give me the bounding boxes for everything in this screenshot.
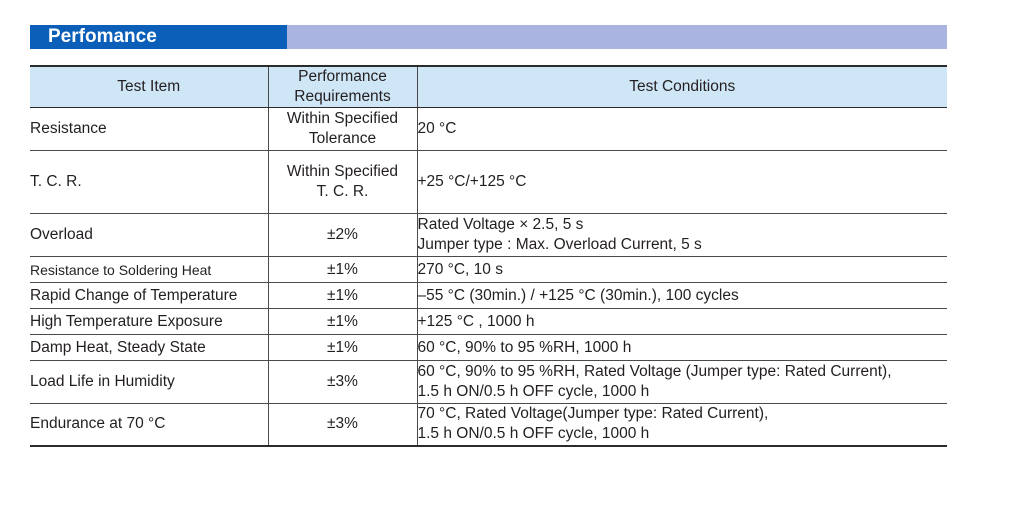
section-header-bar (30, 25, 947, 49)
table-row (30, 108, 947, 151)
requirement-cell: ±3% (268, 404, 417, 446)
condition-cell (417, 361, 947, 404)
condition-cell: 270 °C, 10 s (417, 257, 947, 283)
condition-line2: 1.5 h ON/0.5 h OFF cycle, 1000 h (417, 425, 650, 443)
test-item-cell: Overload (30, 214, 268, 257)
condition-line2: 1.5 h ON/0.5 h OFF cycle, 1000 h (417, 383, 650, 400)
table-row (30, 404, 947, 446)
condition-cell (417, 214, 947, 257)
requirement-cell: ±2% (268, 214, 417, 257)
requirement-cell: ±1% (268, 283, 417, 309)
condition-line1: Rated Voltage × 2.5, 5 s (417, 216, 584, 233)
requirement-line2: Tolerance (308, 130, 377, 147)
table-row (30, 283, 947, 309)
table-row (30, 151, 947, 214)
test-item-cell: High Temperature Exposure (30, 309, 268, 335)
condition-line1: 70 °C, Rated Voltage(Jumper type: Rated Current), (417, 405, 769, 423)
requirement-cell (268, 108, 417, 151)
requirement-line1: Within Specified (286, 110, 399, 127)
header-performance-requirements (268, 66, 417, 108)
condition-line1: +25 °C/+125 °C (417, 173, 527, 190)
requirement-line2: T. C. R. (316, 183, 369, 200)
condition-line1: 60 °C, 90% to 95 %RH, Rated Voltage (Jumper type: Rated Current), (417, 363, 892, 380)
condition-cell (417, 151, 947, 214)
header-test-conditions: Test Conditions (417, 66, 947, 108)
performance-table (30, 65, 947, 447)
condition-line2: Jumper type : Max. Overload Current, 5 s (417, 236, 702, 253)
requirement-cell: ±1% (268, 309, 417, 335)
condition-cell: –55 °C (30min.) / +125 °C (30min.), 100 cycles (417, 283, 947, 309)
table-row (30, 335, 947, 361)
requirement-line1: Within Specified (286, 163, 399, 180)
condition-cell (417, 404, 947, 446)
requirement-cell: ±1% (268, 257, 417, 283)
test-item-cell: Load Life in Humidity (30, 361, 268, 404)
section-title: Perfomance (30, 25, 287, 49)
header-requirements-line2: Requirements (294, 88, 391, 105)
table-row (30, 309, 947, 335)
condition-cell (417, 108, 947, 151)
test-item-cell: Rapid Change of Temperature (30, 283, 268, 309)
condition-cell: 60 °C, 90% to 95 %RH, 1000 h (417, 335, 947, 361)
table-header-row (30, 66, 947, 108)
test-item-cell: Resistance (30, 108, 268, 151)
header-test-item: Test Item (30, 66, 268, 108)
condition-cell: +125 °C , 1000 h (417, 309, 947, 335)
requirement-cell (268, 151, 417, 214)
test-item-cell: Resistance to Soldering Heat (30, 257, 268, 283)
table-row (30, 214, 947, 257)
condition-line1: 20 °C (417, 120, 457, 137)
test-item-cell: T. C. R. (30, 151, 268, 214)
requirement-cell: ±3% (268, 361, 417, 404)
test-item-cell: Damp Heat, Steady State (30, 335, 268, 361)
test-item-cell: Endurance at 70 °C (30, 404, 268, 446)
table-row (30, 257, 947, 283)
header-requirements-line1: Performance (298, 68, 387, 85)
table-row (30, 361, 947, 404)
requirement-cell: ±1% (268, 335, 417, 361)
